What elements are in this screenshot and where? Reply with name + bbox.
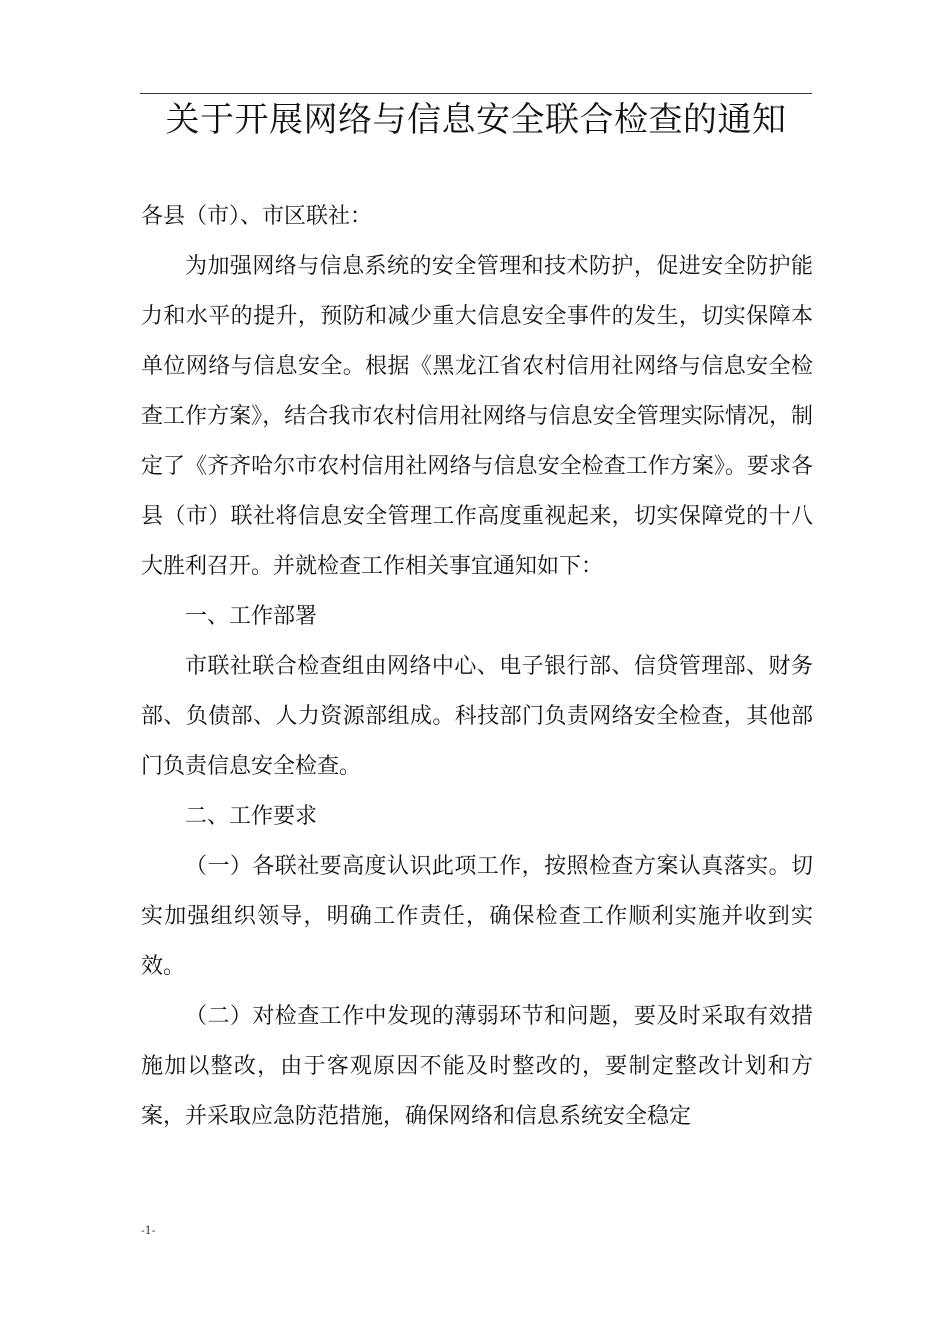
header-rule — [140, 93, 812, 94]
paragraph-requirement-1: （一）各联社要高度认识此项工作，按照检查方案认真落实。切实加强组织领导，明确工作责任，确保检查工作顺利实施并收到实效。 — [141, 854, 813, 979]
paragraph-deployment: 市联社联合检查组由网络中心、电子银行部、信贷管理部、财务部、负债部、人力资源部组成。科技部门负责网络安全检查，其他部门负责信息安全检查。 — [141, 654, 813, 779]
page-number: -1- — [141, 1224, 156, 1237]
document-title: 关于开展网络与信息安全联合检查的通知 — [165, 100, 787, 140]
paragraph-intro: 为加强网络与信息系统的安全管理和技术防护，促进安全防护能力和水平的提升，预防和减少重大信息安全事件的发生，切实保障本单位网络与信息安全。根据《黑龙江省农村信用社网络与信息安全检查工作方案》，结合我市农村信用社网络与信息安全管理实际情况，制定了《齐齐哈尔市农村信用社网络与信息安全检查工作方案》。要求各县（市）联社将信息安全管理工作高度重视起来，切实保障党的十八大胜利召开。并就检查工作相关事宜通知如下： — [141, 254, 813, 579]
section-heading-requirements: 二、工作要求 — [185, 804, 318, 829]
document-body — [141, 192, 813, 1142]
salutation: 各县（市）、市区联社： — [141, 204, 373, 229]
section-heading-deployment: 一、工作部署 — [185, 604, 318, 629]
paragraph-requirement-2: （二）对检查工作中发现的薄弱环节和问题，要及时采取有效措施加以整改，由于客观原因不能及时整改的，要制定整改计划和方案，并采取应急防范措施，确保网络和信息系统安全稳定 — [141, 1004, 813, 1129]
